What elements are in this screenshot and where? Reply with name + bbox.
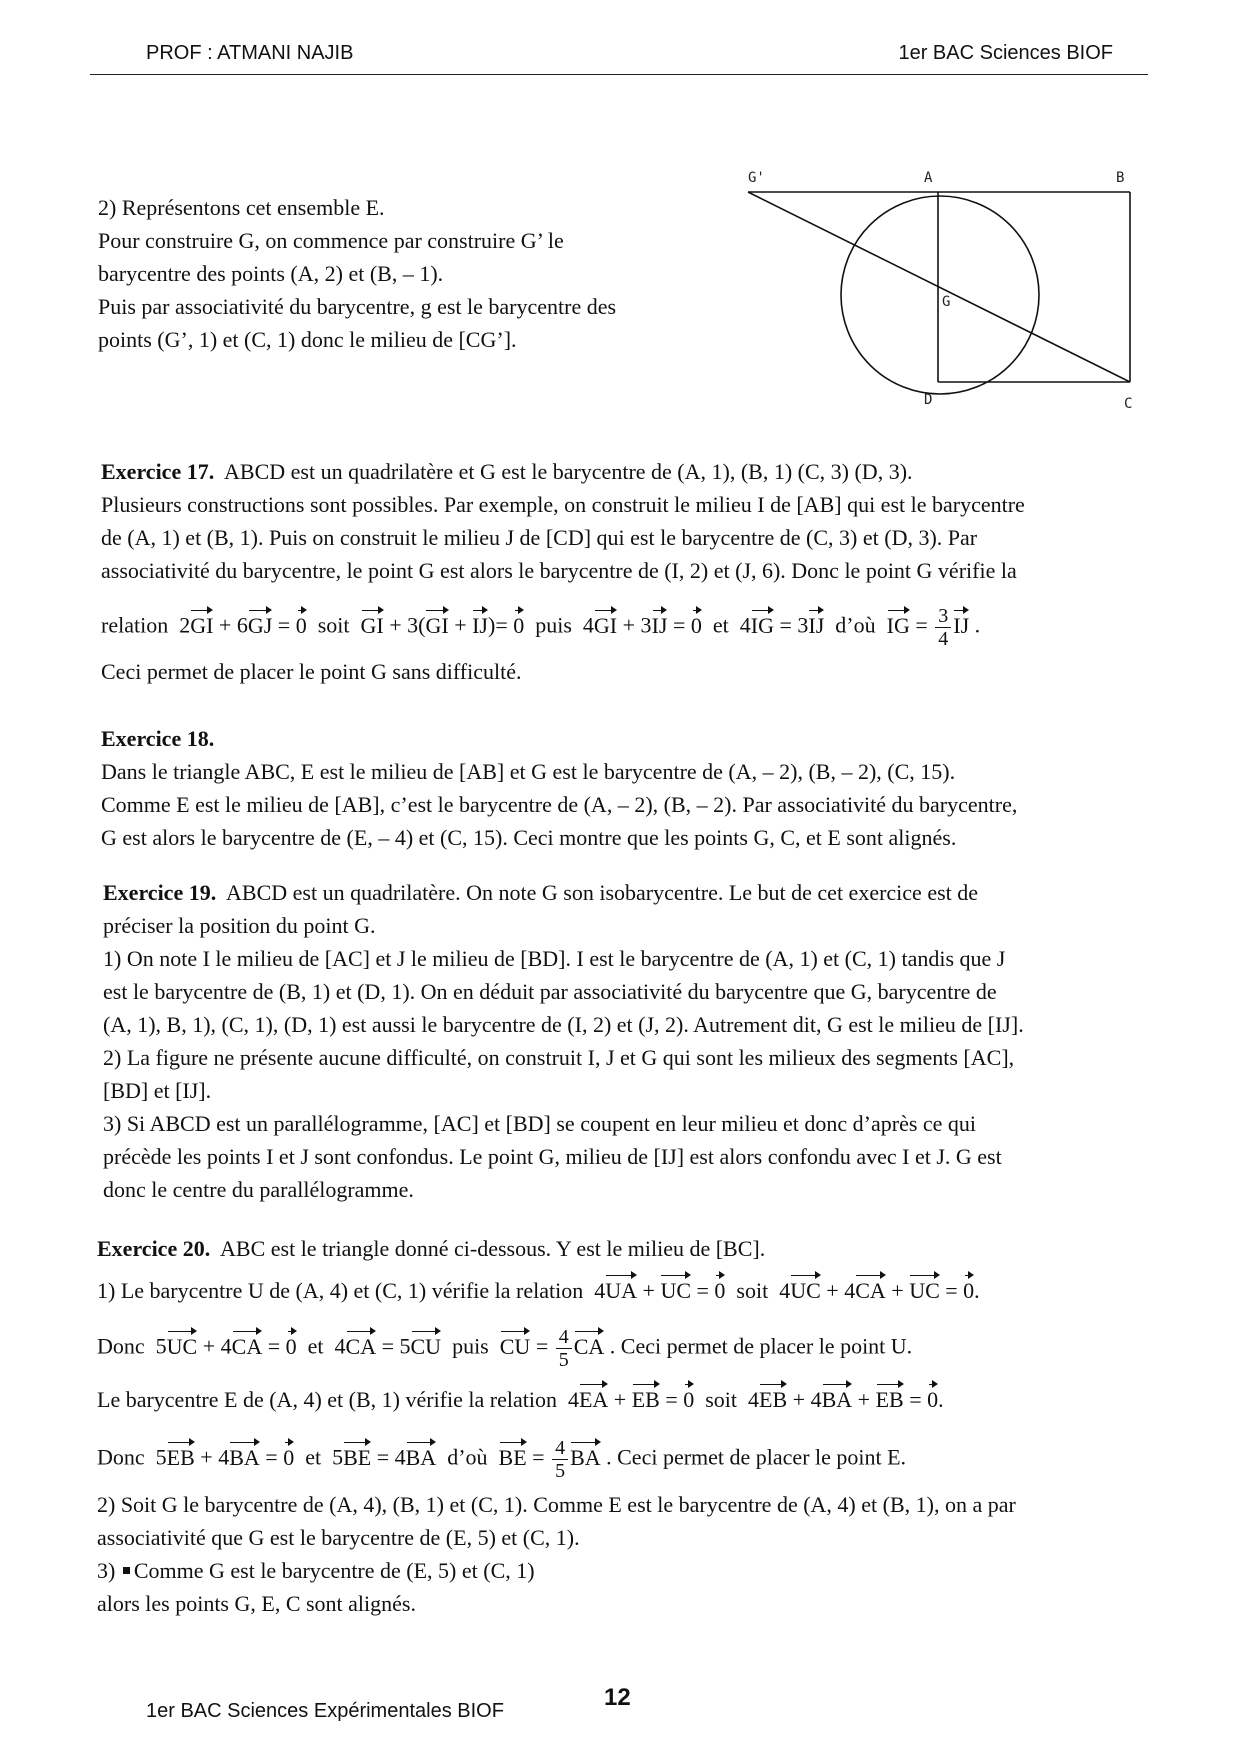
ex18-line: G est alors le barycentre de (E, – 4) et (C, 15). Ceci montre que les points G, C, et E sont alignés. [101,825,957,850]
ex20-derive-e: Donc 5EB + 4BA = 0 et 5BE = 4BA d’où BE = $\frac{4}{5}$ BA . Ceci permet de placer le point E. [97,1437,907,1482]
header-author: PROF : ATMANI NAJIB [146,42,354,64]
ex20-text: Comme G est le barycentre de (E, 5) et (C, 1) [133,1558,535,1583]
ex19-line: 3) Si ABCD est un parallélogramme, [AC] et [BD] se coupent en leur milieu et donc d’après ce qui [103,1111,977,1136]
ex20-line: associativité que G est le barycentre de (E, 5) et (C, 1). [97,1525,580,1550]
ex20-part3: 3) [97,1558,116,1583]
ex19-line [103,876,978,909]
ex20-relation-u: 1) Le barycentre U de (A, 4) et (C, 1) vérifie la relation 4UA + UC = 0 soit 4UC + 4CA + UC = 0. [97,1276,980,1306]
bullet-square-icon [123,1567,130,1574]
ex17-line [101,455,913,488]
label-b: B [1116,170,1125,186]
ex20-text: ABC est le triangle donné ci-dessous. Y est le milieu de [BC]. [220,1236,766,1261]
word-dou: d’où [447,1444,488,1470]
ex19-text: ABCD est un quadrilatère. On note G son isobarycentre. Le but de cet exercice est de [226,880,979,905]
word-et: et [712,612,729,638]
ex17-relation: relation 2GI + 6GJ = 0 soit GI + 3(GI + IJ)= 0 puis 4GI + 3IJ = 0 et 4IG = 3IJ d’où IG = $\frac{3}{4}$ IJ . [101,605,981,650]
ex19-line: est le barycentre de (B, 1) et (D, 1). On en déduit par associativité du barycentre que G, barycentre de [103,979,997,1004]
ex20-derive-u: Donc 5UC + 4CA = 0 et 4CA = 5CU puis CU = $\frac{4}{5}$ CA . Ceci permet de placer le point U. [97,1326,913,1371]
word-soit: soit [317,612,350,638]
segment-gprime-c [748,192,1130,382]
ex20-text: . Ceci permet de placer le point E. [606,1444,907,1470]
ex17-line: Plusieurs constructions sont possibles. Par exemple, on construit le milieu I de [AB] qui est le barycentre [101,492,1025,517]
ex19-line: 2) La figure ne présente aucune difficulté, on construit I, J et G qui sont les milieux des segments [AC], [103,1045,1015,1070]
word-et: et [305,1444,322,1470]
ex17-line: associativité du barycentre, le point G est alors le barycentre de (I, 2) et (J, 6). Donc le point G vérifie la [101,558,1017,583]
header-class: 1er BAC Sciences BIOF [898,42,1113,64]
ex20-text: . Ceci permet de placer le point U. [609,1333,913,1359]
label-a: A [924,170,933,186]
ex20-title: Exercice 20. [97,1236,211,1261]
ex20-line [97,1232,765,1265]
word-soit: soit [736,1278,769,1303]
header-divider [90,74,1148,75]
ex19-title: Exercice 19. [103,880,217,905]
intro-line: Pour construire G, on commence par construire G’ le [98,228,564,253]
word-donc: Donc [97,1333,145,1359]
ex17-line: de (A, 1) et (B, 1). Puis on construit le milieu J de [CD] qui est le barycentre de (C, 3) et (D, 3). Par [101,525,978,550]
ex20-line: 2) Soit G le barycentre de (A, 4), (B, 1) et (C, 1). Comme E est le barycentre de (A, 4) et (B, 1), on a par [97,1492,1016,1517]
ex20-relation-e: Le barycentre E de (A, 4) et (B, 1) vérifie la relation 4EA + EB = 0 soit 4EB + 4BA + EB = 0. [97,1385,944,1415]
page-number: 12 [604,1684,631,1711]
ex19-line: 1) On note I le milieu de [AC] et J le milieu de [BD]. I est le barycentre de (A, 1) et (C, 1) tandis que J [103,946,1006,971]
intro-line: barycentre des points (A, 2) et (B, – 1). [98,261,444,286]
label-d: D [924,392,933,408]
ex20-line [97,1554,535,1587]
intro-line: points (G’, 1) et (C, 1) donc le milieu de [CG’]. [98,327,517,352]
ex19-line: donc le centre du parallélogramme. [103,1177,414,1202]
word-relation: relation [101,612,169,638]
ex20-text: Le barycentre E de (A, 4) et (B, 1) vérifie la relation [97,1387,557,1412]
word-puis: puis [535,612,572,638]
ex17-line: Ceci permet de placer le point G sans difficulté. [101,659,522,684]
ex18-title: Exercice 18. [101,726,215,751]
ex20-text: 1) Le barycentre U de (A, 4) et (C, 1) vérifie la relation [97,1278,584,1303]
word-puis: puis [452,1333,489,1359]
label-g: G [942,294,951,310]
word-soit: soit [705,1387,738,1412]
ex17-text: ABCD est un quadrilatère et G est le barycentre de (A, 1), (B, 1) (C, 3) (D, 3). [224,459,913,484]
intro-line: 2) Représentons cet ensemble E. [98,195,385,220]
word-et: et [307,1333,324,1359]
footer-text: 1er BAC Sciences Expérimentales BIOF [146,1700,504,1722]
ex19-line: préciser la position du point G. [103,913,376,938]
word-dou: d’où [835,612,876,638]
geometry-figure [740,160,1140,415]
intro-line: Puis par associativité du barycentre, g est le barycentre des [98,294,617,319]
ex18-line: Comme E est le milieu de [AB], c’est le barycentre de (A, – 2), (B, – 2). Par associativité du barycentre, [101,792,1018,817]
ex20-line: alors les points G, E, C sont alignés. [97,1591,416,1616]
label-c: C [1124,396,1133,412]
label-gprime: G' [748,170,765,186]
ex17-title: Exercice 17. [101,459,215,484]
ex18-line: Dans le triangle ABC, E est le milieu de [AB] et G est le barycentre de (A, – 2), (B, – 2), (C, 15). [101,759,956,784]
circle-e [841,196,1039,394]
word-donc: Donc [97,1444,145,1470]
ex19-line: précède les points I et J sont confondus. Le point G, milieu de [IJ] est alors confondu avec I et J. G est [103,1144,1002,1169]
ex19-line: (A, 1), B, 1), (C, 1), (D, 1) est aussi le barycentre de (I, 2) et (J, 2). Autrement dit, G est le milieu de [IJ]. [103,1012,1024,1037]
ex19-line: [BD] et [IJ]. [103,1078,212,1103]
